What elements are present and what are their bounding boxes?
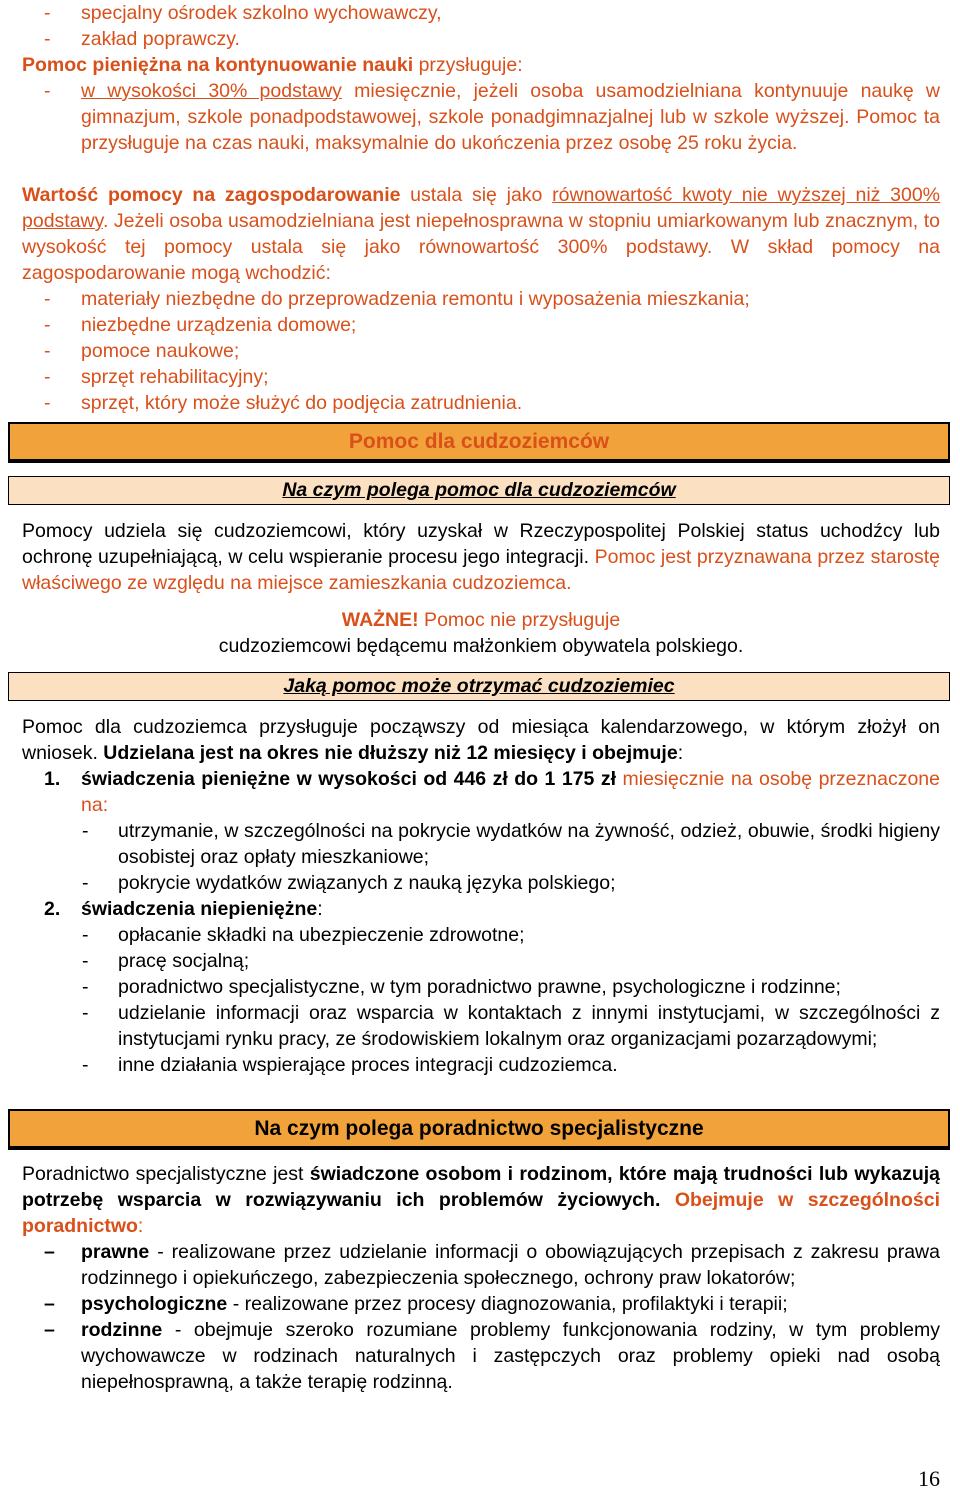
list-item: - zakład poprawczy. <box>44 28 240 50</box>
list-item: - sprzęt, który może służyć do podjęcia zatrudnienia. <box>44 392 523 414</box>
settlement-section <box>22 182 940 416</box>
list-item: - inne działania wspierające proces integracji cudzoziemca. <box>82 1054 618 1076</box>
page-number: 16 <box>918 1466 940 1491</box>
list-item: - udzielanie informacji oraz wsparcia w kontaktach z innymi instytucjami, w szczególności z instytucjami rynku pracy, ze środowiskiem lokalnym oraz organizacjami pozarządowymi; <box>82 1002 940 1050</box>
foreigners-help-section <box>22 714 940 1078</box>
list-item-text: zakład poprawczy. <box>81 28 240 50</box>
settlement-paragraph: Wartość pomocy na zagospodarowanie ustala się jako równowartość kwoty nie wyższej niż 300% podstawy. Jeżeli osoba usamodzielniana jest niepełnosprawna w stopniu umiarkowanym lub znacznym, to wysokość tej pomocy ustala się jako równowartość 300% podstawy. W skład pomocy na zagospodarowanie mogą wchodzić: <box>22 184 941 284</box>
section-header-foreigners: Pomoc dla cudzoziemców <box>8 422 950 463</box>
subheader-what-is-help: Na czym polega pomoc dla cudzoziemców <box>8 476 950 505</box>
continuation-lead: Pomoc pieniężna na kontynuowanie nauki przysługuje: <box>22 54 523 76</box>
list-item: - specjalny ośrodek szkolno wychowawczy, <box>44 2 442 24</box>
list-item: - pokrycie wydatków związanych z nauką języka polskiego; <box>82 872 616 894</box>
list-item: – rodzinne - obejmuje szeroko rozumiane problemy funkcjonowania rodziny, w tym problemy wychowawcze w rodzinach naturalnych i zastępczych oraz problemy opieki nad osobą niepełnosprawną, a także terapię rodzinną. <box>44 1319 940 1393</box>
numbered-item: 2. świadczenia niepieniężne: <box>44 898 323 920</box>
warning-note: WAŻNE! Pomoc nie przysługuje cudzoziemcowi będącemu małżonkiem obywatela polskiego. <box>218 609 744 657</box>
list-item: - pomoce naukowe; <box>44 340 240 362</box>
foreigners-paragraph: Pomocy udziela się cudzoziemcowi, który uzyskał w Rzeczypospolitej Polskiej status uchodźcy lub ochronę uzupełniającą, w celu wspieranie procesu jego integracji. Pomoc jest przyznawana przez starostę właściwego ze względu na miejsce zamieszkania cudzoziemca. <box>22 520 940 594</box>
list-item: – psychologiczne - realizowane przez procesy diagnozowania, profilaktyki i terapii; <box>44 1293 788 1315</box>
list-item-text: specjalny ośrodek szkolno wychowawczy, <box>81 2 442 24</box>
list-item: - niezbędne urządzenia domowe; <box>44 314 357 336</box>
section-header-counseling: Na czym polega poradnictwo specjalistyczne <box>8 1109 950 1150</box>
list-item: - materiały niezbędne do przeprowadzenia remontu i wyposażenia mieszkania; <box>44 288 750 310</box>
list-item: – prawne - realizowane przez udzielanie informacji o obowiązujących przepisach z zakresu prawa rodzinnego i opiekuńczego, zabezpieczenia społecznego, ochrony praw lokatorów; <box>44 1241 940 1289</box>
subheader-what-help: Jaką pomoc może otrzymać cudzoziemiec <box>8 672 950 701</box>
counseling-intro: Poradnictwo specjalistyczne jest świadczone osobom i rodzinom, które mają trudności lub wykazują potrzebę wsparcia w rozwiązywaniu ich problemów życiowych. Obejmuje w szczególności poradnictwo: <box>22 1163 941 1237</box>
list-item: - utrzymanie, w szczególności na pokrycie wydatków na żywność, odzież, obuwie, środki higieny osobistej oraz opłaty mieszkaniowe; <box>82 820 940 868</box>
list-item: - pracę socjalną; <box>82 950 250 972</box>
list-item: - w wysokości 30% podstawy miesięcznie, jeżeli osoba usamodzielniana kontynuuje naukę w gimnazjum, szkole ponadpodstawowej, szkole ponadgimnazjalnej lub w szkole wyższej. Pomoc ta przysługuje na czas nauki, maksymalnie do ukończenia przez osobę 25 roku życia. <box>44 80 940 154</box>
top-list <box>22 0 940 52</box>
list-item: - poradnictwo specjalistyczne, w tym poradnictwo prawne, psychologiczne i rodzinne; <box>82 976 841 998</box>
list-item: - sprzęt rehabilitacyjny; <box>44 366 269 388</box>
counseling-section <box>22 1161 940 1395</box>
help-intro: Pomoc dla cudzoziemca przysługuje począwszy od miesiąca kalendarzowego, w którym złożył on wniosek. Udzielana jest na okres nie dłuższy niż 12 miesięcy i obejmuje: <box>22 716 940 764</box>
list-item: - opłacanie składki na ubezpieczenie zdrowotne; <box>82 924 525 946</box>
continuation-section <box>22 52 940 156</box>
numbered-item: 1. świadczenia pieniężne w wysokości od 446 zł do 1 175 zł miesięcznie na osobę przeznaczone na: <box>44 768 940 816</box>
